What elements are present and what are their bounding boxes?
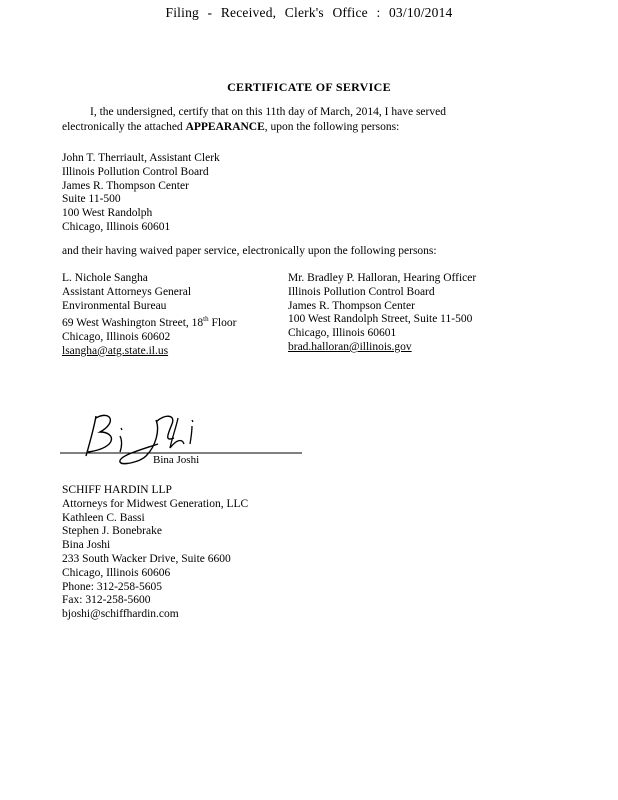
signature-stroke xyxy=(120,428,122,452)
address-line: Chicago, Illinois 60601 xyxy=(62,220,171,233)
sender-block xyxy=(62,484,248,622)
recipient-email-link[interactable]: brad.halloran@illinois.gov xyxy=(288,340,412,353)
address-line: Suite 11-500 xyxy=(62,193,121,206)
sender-line: Bina Joshi xyxy=(62,539,111,552)
sender-email: bjoshi@schiffhardin.com xyxy=(62,608,179,621)
address-line: James R. Thompson Center xyxy=(62,179,189,192)
sender-phone: Phone: 312-258-5605 xyxy=(62,580,162,593)
filing-stamp: Filing - Received, Clerk's Office : 03/10/2014 xyxy=(165,5,453,20)
right-recipient-address xyxy=(288,272,476,355)
intro-text-1: I, the undersigned, certify that on this 11th day of March, 2014, I have served electronically the attached xyxy=(62,106,446,133)
signature-stroke xyxy=(170,418,193,448)
recipient-organization: Illinois Pollution Control Board xyxy=(288,285,435,298)
recipient-email-link[interactable]: lsangha@atg.state.il.us xyxy=(62,344,169,357)
document-title: CERTIFICATE OF SERVICE xyxy=(227,80,391,94)
ordinal-suffix: th xyxy=(203,315,209,324)
intro-paragraph xyxy=(62,105,462,135)
address-line: Illinois Pollution Control Board xyxy=(62,165,209,178)
recipient-street xyxy=(62,313,236,331)
intro-text-2: , upon the following persons: xyxy=(264,121,400,133)
firm-name: SCHIFF HARDIN LLP xyxy=(62,484,172,496)
signer-name: Bina Joshi xyxy=(153,454,200,466)
recipient-department: Environmental Bureau xyxy=(62,299,167,312)
recipient-street: 100 West Randolph Street, Suite 11-500 xyxy=(288,313,473,326)
signature-stroke xyxy=(86,415,111,456)
sender-line: Stephen J. Bonebrake xyxy=(62,525,162,538)
primary-recipient-address xyxy=(62,152,220,235)
left-recipient-address xyxy=(62,272,236,359)
sender-line: Kathleen C. Bassi xyxy=(62,511,145,524)
recipient-title: Assistant Attorneys General xyxy=(62,285,192,298)
intro-bold-document: APPEARANCE xyxy=(185,121,265,133)
recipient-building: James R. Thompson Center xyxy=(288,299,415,312)
waived-service-text: and their having waived paper service, electronically upon the following persons: xyxy=(62,245,437,257)
recipient-name: Mr. Bradley P. Halloran, Hearing Officer xyxy=(288,272,477,284)
street-text: 69 West Washington Street, 18 xyxy=(62,317,204,330)
recipient-name: L. Nichole Sangha xyxy=(62,272,148,284)
sender-line: 233 South Wacker Drive, Suite 6600 xyxy=(62,552,231,565)
sender-line: Attorneys for Midwest Generation, LLC xyxy=(62,497,249,510)
sender-fax: Fax: 312-258-5600 xyxy=(62,594,151,607)
address-line: John T. Therriault, Assistant Clerk xyxy=(62,152,220,164)
recipient-city: Chicago, Illinois 60601 xyxy=(288,327,397,340)
sender-line: Chicago, Illinois 60606 xyxy=(62,566,171,579)
recipient-city: Chicago, Illinois 60602 xyxy=(62,331,171,344)
street-text-end: Floor xyxy=(208,317,237,330)
address-line: 100 West Randolph xyxy=(62,207,153,220)
